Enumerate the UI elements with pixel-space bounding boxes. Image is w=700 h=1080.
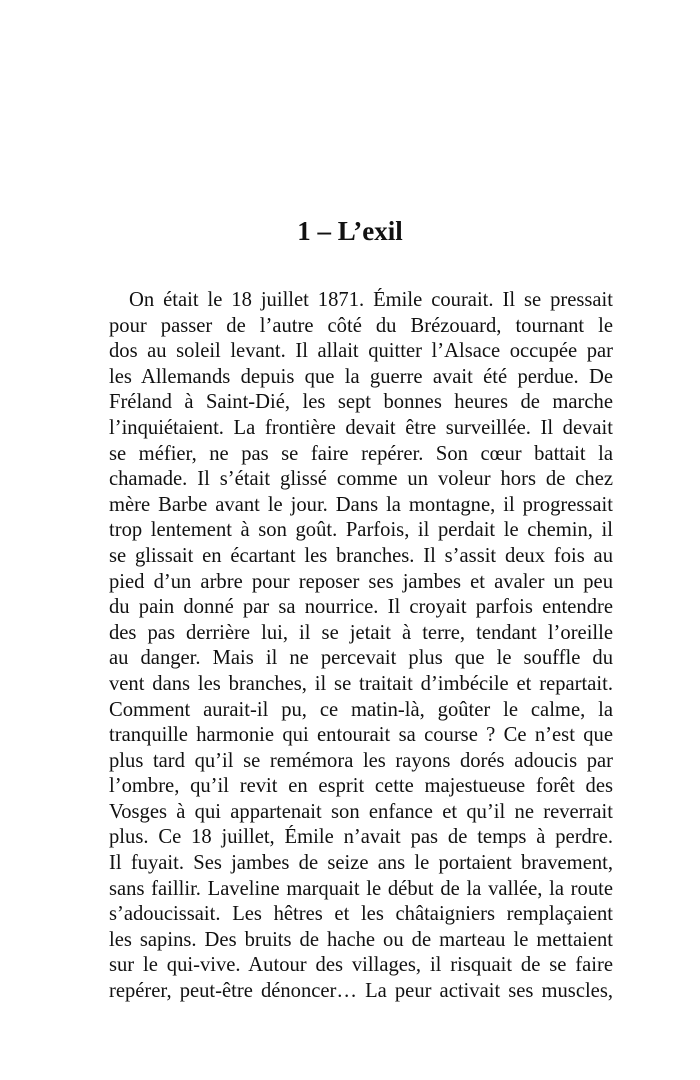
text-line: dos au soleil levant. Il allait quitter l’Alsace occupée par [109, 340, 613, 363]
text-line: au danger. Mais il ne percevait plus que le souffle du [109, 647, 613, 670]
text-line: plus. Ce 18 juillet, Émile n’avait pas de temps à perdre. [109, 826, 613, 849]
text-line: les sapins. Des bruits de hache ou de marteau le mettaient [109, 928, 613, 951]
text-line: repérer, peut-être dénoncer… La peur activait ses muscles, [109, 980, 613, 1003]
text-line: se méfier, ne pas se faire repérer. Son cœur battait la [109, 442, 613, 465]
text-line: trop lentement à son goût. Parfois, il perdait le chemin, il [109, 519, 613, 542]
text-line: sans faillir. Laveline marquait le début de la vallée, la route [109, 877, 613, 900]
text-line: du pain donné par sa nourrice. Il croyait parfois entendre [109, 596, 613, 619]
text-line: vent dans les branches, il se traitait d’imbécile et repartait. [109, 672, 613, 695]
text-line: Fréland à Saint-Dié, les sept bonnes heures de marche [109, 391, 613, 414]
text-line: les Allemands depuis que la guerre avait été perdue. De [109, 365, 613, 388]
text-line: plus tard qu’il se remémora les rayons dorés adoucis par [109, 749, 613, 772]
text-line: s’adoucissait. Les hêtres et les châtaigniers remplaçaient [109, 903, 613, 926]
chapter-title: 1 – L’exil [297, 216, 403, 246]
text-line: tranquille harmonie qui entourait sa course ? Ce n’est que [109, 724, 613, 747]
text-line: sur le qui-vive. Autour des villages, il risquait de se faire [109, 954, 613, 977]
text-line: mère Barbe avant le jour. Dans la montagne, il progressait [109, 493, 613, 516]
text-line: chamade. Il s’était glissé comme un voleur hors de chez [109, 468, 613, 491]
body-paragraph [109, 288, 613, 1005]
text-line: pied d’un arbre pour reposer ses jambes et avaler un peu [109, 570, 613, 593]
text-line: pour passer de l’autre côté du Brézouard, tournant le [109, 314, 613, 337]
text-line: Comment aurait-il pu, ce matin-là, goûter le calme, la [109, 698, 613, 721]
text-line: l’inquiétaient. La frontière devait être surveillée. Il devait [109, 416, 613, 439]
text-line: Vosges à qui appartenait son enfance et qu’il ne reverrait [109, 800, 613, 823]
text-line: On était le 18 juillet 1871. Émile courait. Il se pressait [129, 289, 613, 311]
text-line: l’ombre, qu’il revit en esprit cette majestueuse forêt des [109, 775, 613, 798]
text-line: se glissait en écartant les branches. Il s’assit deux fois au [109, 544, 613, 567]
text-line: des pas derrière lui, il se jetait à terre, tendant l’oreille [109, 621, 613, 644]
text-line: Il fuyait. Ses jambes de seize ans le portaient bravement, [109, 852, 613, 875]
